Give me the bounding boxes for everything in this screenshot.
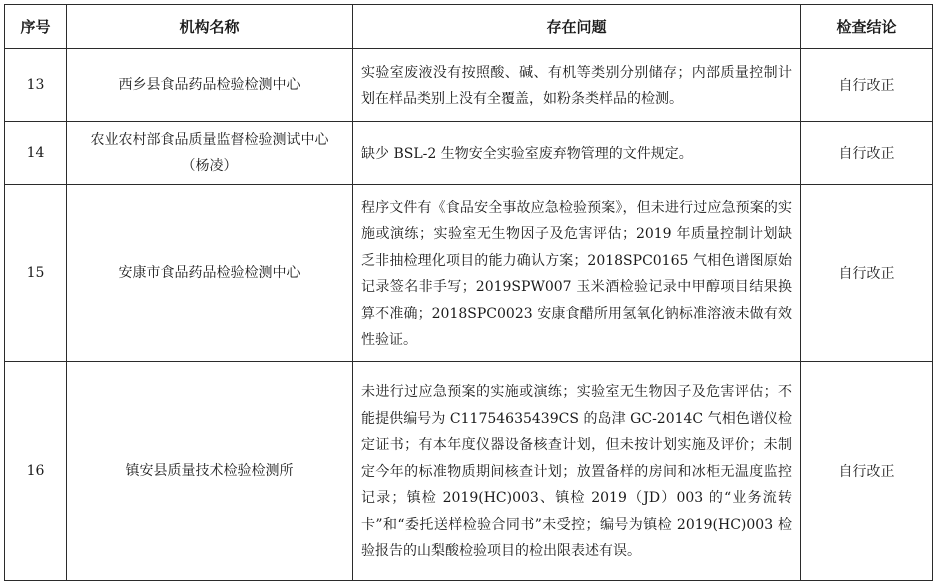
table-row [5,122,933,185]
header-seq: 序号 [5,5,67,49]
cell-org: 镇安县质量技术检验检测所 [67,362,353,581]
cell-issue: 程序文件有《食品安全事故应急检验预案》，但未进行过应急预案的实施或演练；实验室无生物因子及危害评估；2019 年质量控制计划缺乏非抽检理化项目的能力确认方案；2018SPC0165 气相色谱图原始记录签名非手写；2019SPW007 玉米酒检验记录中甲醇项目结果换算不准确；2018SPC0023 安康食醋所用氢氧化钠标准溶液未做有效性验证。 [353,185,801,362]
header-org: 机构名称 [67,5,353,49]
inspection-table [4,4,933,581]
cell-issue: 缺少 BSL-2 生物安全实验室废弃物管理的文件规定。 [353,122,801,185]
cell-result: 自行改正 [801,362,933,581]
cell-result: 自行改正 [801,49,933,122]
cell-result: 自行改正 [801,185,933,362]
cell-org: 安康市食品药品检验检测中心 [67,185,353,362]
cell-seq: 16 [5,362,67,581]
cell-issue: 实验室废液没有按照酸、碱、有机等类别分别储存；内部质量控制计划在样品类别上没有全覆盖，如粉条类样品的检测。 [353,49,801,122]
table-row [5,49,933,122]
header-issue: 存在问题 [353,5,801,49]
table-header-row [5,5,933,49]
cell-org: 农业农村部食品质量监督检验测试中心（杨凌） [67,122,353,185]
cell-seq: 13 [5,49,67,122]
cell-result: 自行改正 [801,122,933,185]
cell-seq: 15 [5,185,67,362]
table-row [5,362,933,581]
cell-issue: 未进行过应急预案的实施或演练；实验室无生物因子及危害评估；不能提供编号为 C11754635439CS 的岛津 GC-2014C 气相色谱仪检定证书；有本年度仪器设备核查计划，但未按计划实施及评价；未制定今年的标准物质期间核查计划；放置备样的房间和冰柜无温度监控记录；镇检 2019(HC)003、镇检 2019（JD）003 的“业务流转卡”和“委托送样检验合同书”未受控；编号为镇检 2019(HC)003 检验报告的山梨酸检验项目的检出限表述有误。 [353,362,801,581]
header-result: 检查结论 [801,5,933,49]
table-row [5,185,933,362]
cell-seq: 14 [5,122,67,185]
cell-org: 西乡县食品药品检验检测中心 [67,49,353,122]
